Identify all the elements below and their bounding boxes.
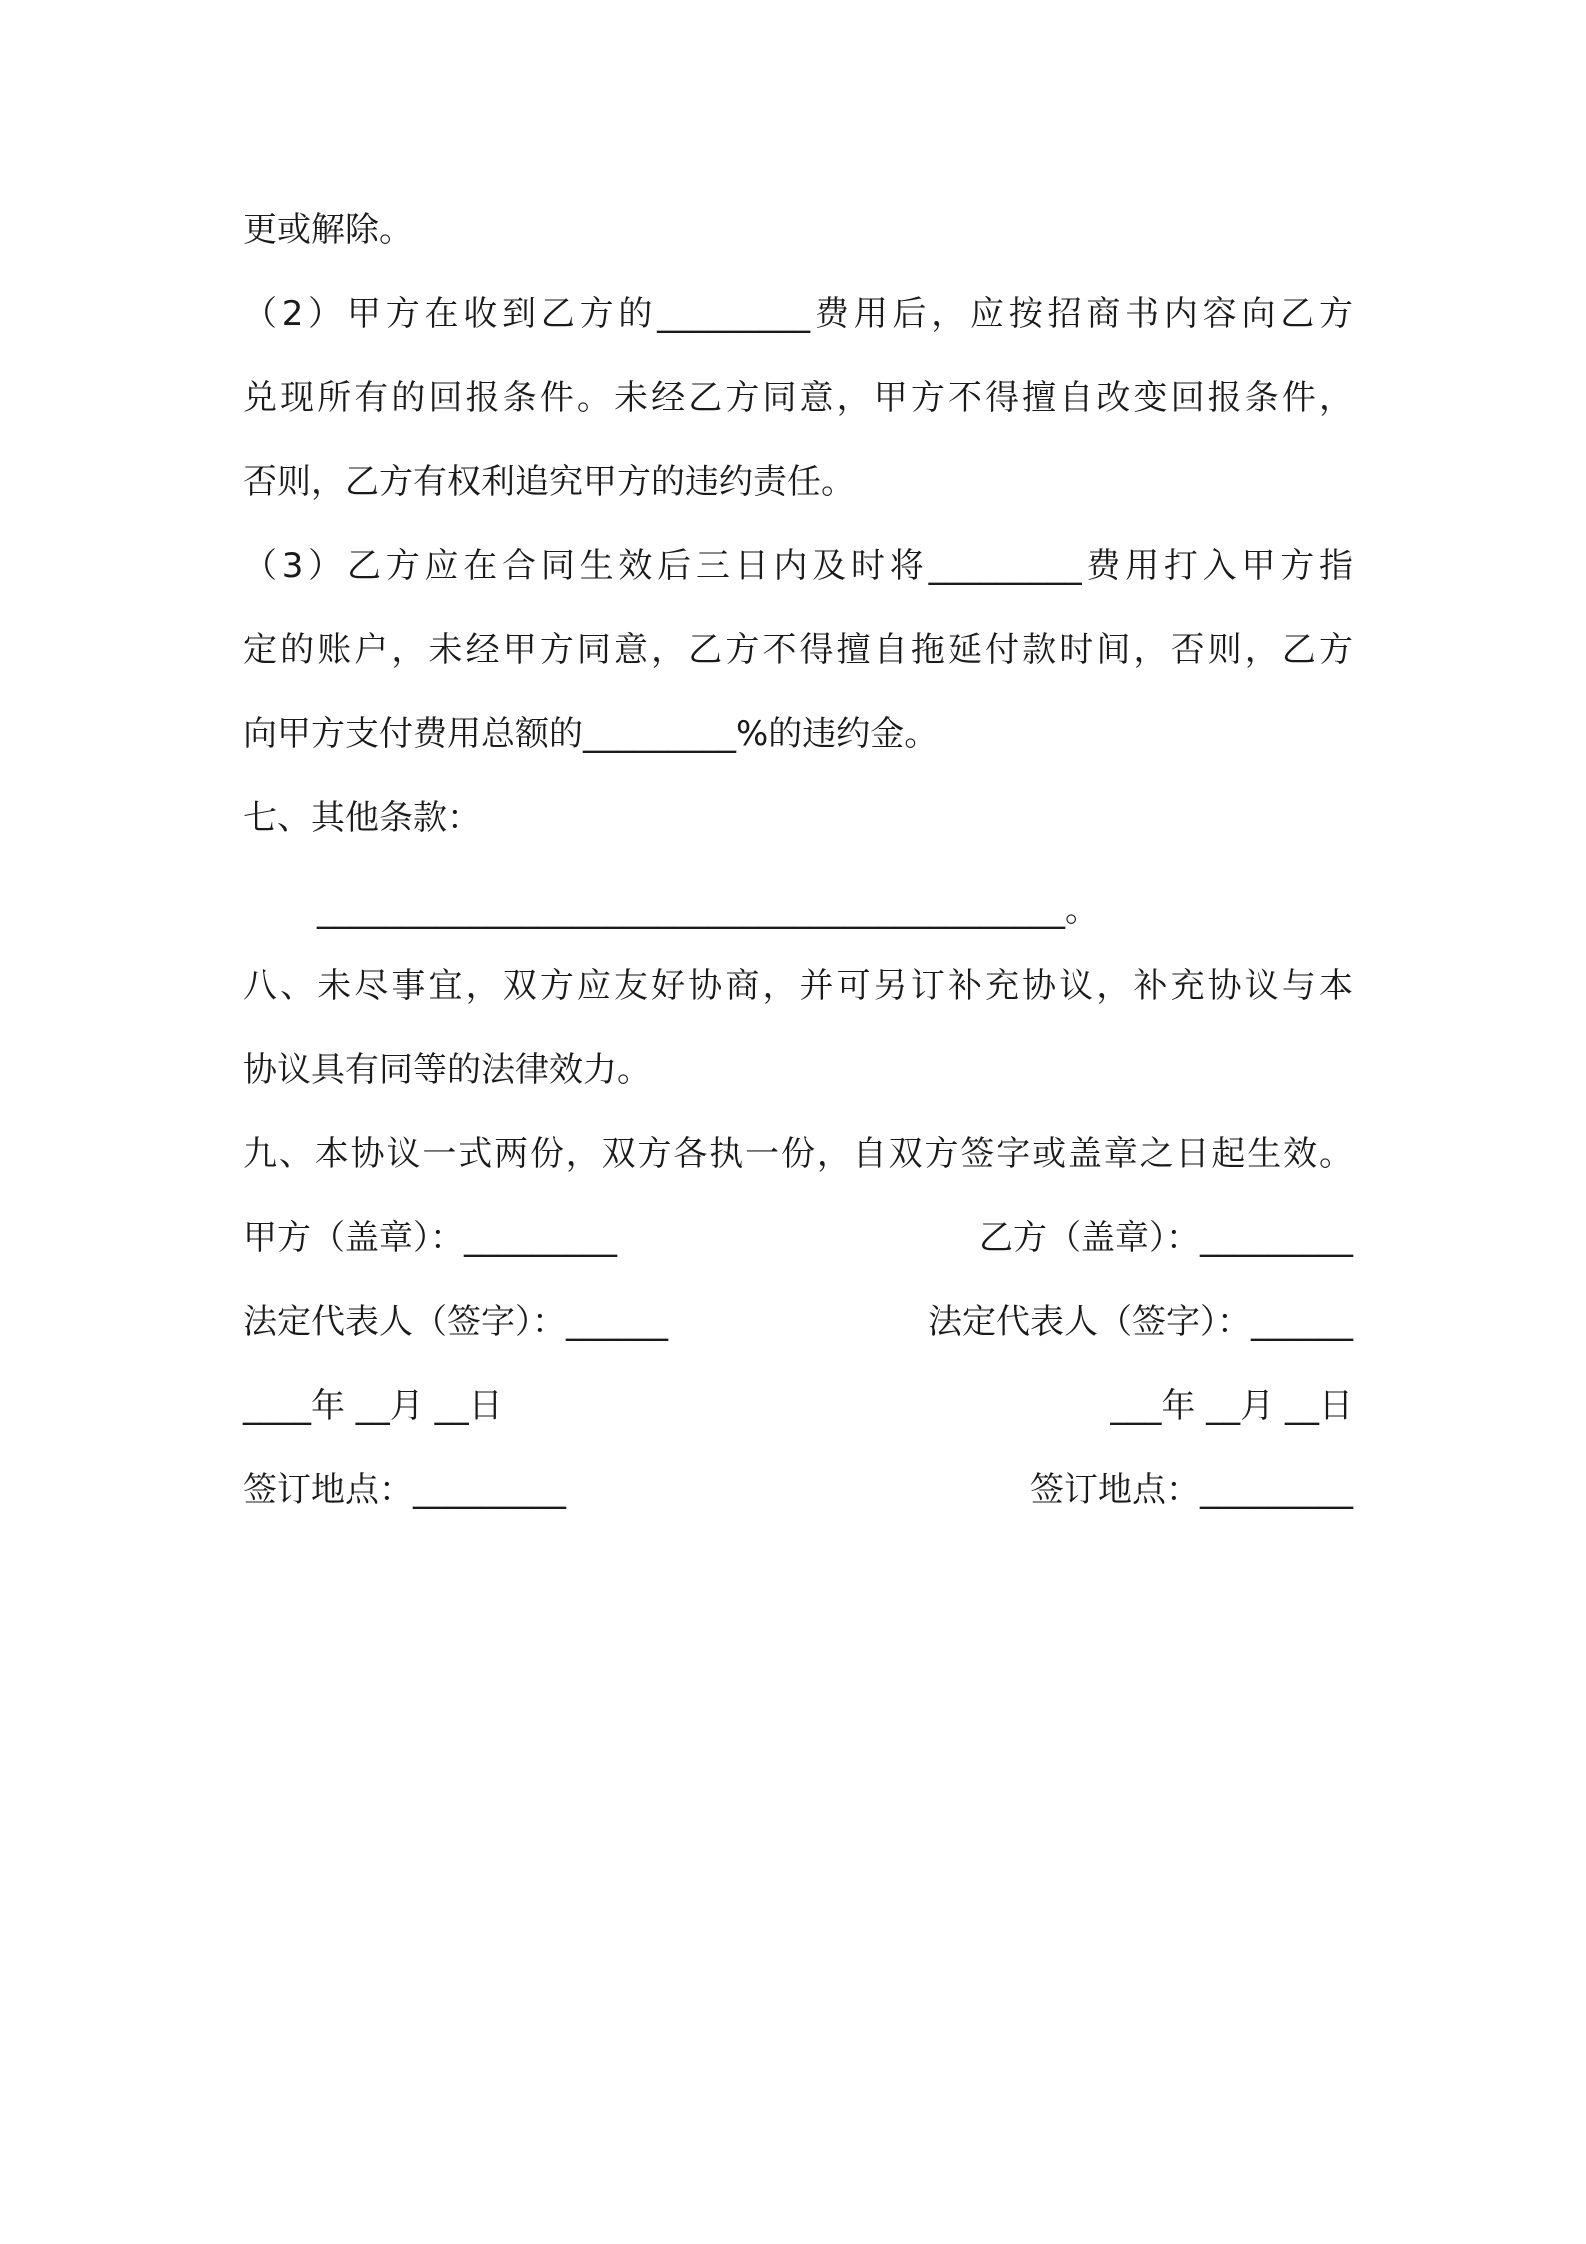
party-b-rep: 法定代表人（签字）：______ (928, 1302, 1353, 1342)
signature-row-seal (243, 1214, 1353, 1262)
text-line-6: 定的账户，未经甲方同意，乙方不得擅自拖延付款时间，否则，乙方 (243, 630, 1353, 670)
party-b-place: 签订地点：_________ (1030, 1470, 1353, 1510)
signature-row-date (243, 1382, 1353, 1430)
section-heading-other-terms: 七、其他条款： (243, 798, 481, 838)
party-b-date: ___年 __月 __日 (1110, 1386, 1353, 1426)
party-a-place: 签订地点：_________ (243, 1470, 566, 1510)
text-line-2: （2）甲方在收到乙方的_________费用后，应按招商书内容向乙方 (243, 294, 1353, 334)
text-line-4: 否则，乙方有权利追究甲方的违约责任。 (243, 462, 855, 502)
party-a-rep: 法定代表人（签字）：______ (243, 1302, 668, 1342)
party-b-seal: 乙方（盖章）：_________ (979, 1218, 1353, 1258)
text-line-5: （3）乙方应在合同生效后三日内及时将_________费用打入甲方指 (243, 546, 1353, 586)
party-a-date: ____年 __月 __日 (243, 1386, 503, 1426)
text-line-3: 兑现所有的回报条件。未经乙方同意，甲方不得擅自改变回报条件， (243, 378, 1353, 418)
text-line-9: 八、未尽事宜，双方应友好协商，并可另订补充协议，补充协议与本 (243, 966, 1353, 1006)
signature-row-rep (243, 1298, 1353, 1346)
text-line-1: 更或解除。 (243, 210, 413, 250)
signature-row-place (243, 1466, 1353, 1514)
party-a-seal: 甲方（盖章）：_________ (243, 1218, 617, 1258)
text-line-7: 向甲方支付费用总额的_________%的违约金。 (243, 714, 939, 754)
text-line-10: 协议具有同等的法律效力。 (243, 1050, 651, 1090)
text-line-11: 九、本协议一式两份，双方各执一份，自双方签字或盖章之日起生效。 (243, 1134, 1353, 1174)
other-terms-blank: ____________________________________________。 (317, 890, 1099, 930)
